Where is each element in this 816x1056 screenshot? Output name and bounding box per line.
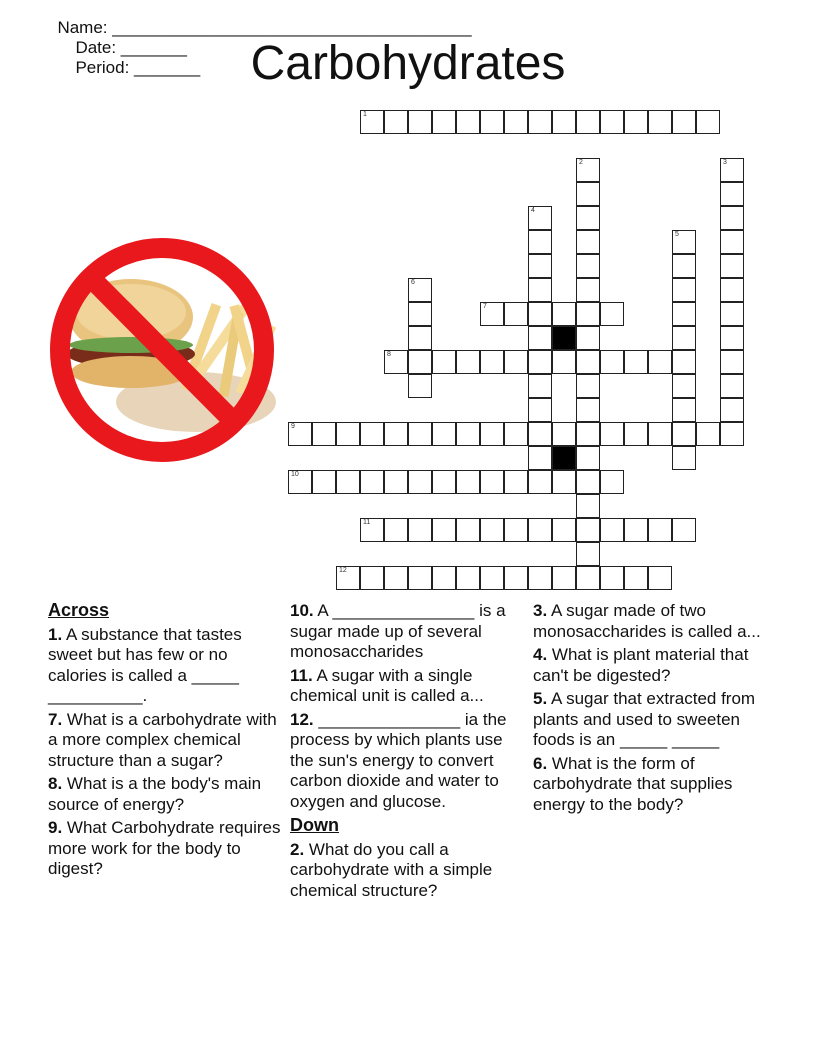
crossword-cell[interactable] <box>480 566 504 590</box>
clue-number: 1 <box>363 111 367 118</box>
crossword-cell[interactable] <box>672 278 696 302</box>
crossword-cell[interactable] <box>480 110 504 134</box>
crossword-cell[interactable] <box>432 110 456 134</box>
crossword-cell[interactable] <box>312 422 336 446</box>
crossword-cell[interactable] <box>528 398 552 422</box>
crossword-cell[interactable] <box>528 350 552 374</box>
crossword-cell[interactable] <box>384 422 408 446</box>
crossword-cell[interactable] <box>720 230 744 254</box>
clue-across-9: 9. What Carbohydrate requires more work for the body to digest? <box>48 818 281 878</box>
crossword-cell[interactable] <box>384 350 408 374</box>
crossword-cell[interactable] <box>432 470 456 494</box>
crossword-cell[interactable] <box>576 470 600 494</box>
crossword-cell[interactable] <box>576 494 600 518</box>
clue-across-8: 8. What is a the body's main source of energy? <box>48 774 262 814</box>
crossword-cell[interactable] <box>528 302 552 326</box>
page-title: Carbohydrates <box>250 37 566 90</box>
crossword-cell[interactable] <box>576 206 600 230</box>
crossword-cell[interactable] <box>432 518 456 542</box>
crossword-cell[interactable] <box>720 422 744 446</box>
clue-across-12: 12. _______________ ia the process by which plants use the sun's energy to convert carbon dioxide and water to oxygen and glucose. <box>290 709 507 811</box>
crossword-cell[interactable] <box>528 374 552 398</box>
crossword-cell[interactable] <box>528 326 552 350</box>
crossword-cell[interactable] <box>624 566 648 590</box>
crossword-cell[interactable] <box>552 518 576 542</box>
crossword-cell[interactable] <box>576 422 600 446</box>
crossword-cell[interactable] <box>504 110 528 134</box>
crossword-cell[interactable] <box>720 206 744 230</box>
crossword-cell[interactable] <box>432 566 456 590</box>
crossword-cell[interactable] <box>360 518 384 542</box>
clue-across-7: 7. What is a carbohydrate with a more complex chemical structure than a sugar? <box>48 709 277 770</box>
clue-down-6: 6. What is the form of carbohydrate that supplies energy to the body? <box>533 753 733 814</box>
crossword-cell[interactable] <box>600 422 624 446</box>
crossword-cell[interactable] <box>672 422 696 446</box>
crossword-cell[interactable] <box>408 110 432 134</box>
clue-number: 9 <box>291 423 295 430</box>
crossword-cell[interactable] <box>672 446 696 470</box>
clue-across-10: 10. A _______________ is a sugar made up of several monosaccharides <box>290 601 506 661</box>
crossword-cell[interactable] <box>408 326 432 350</box>
crossword-cell[interactable] <box>336 566 360 590</box>
crossword-cell[interactable] <box>600 470 624 494</box>
crossword-cell[interactable] <box>504 350 528 374</box>
crossword-cell[interactable] <box>720 254 744 278</box>
crossword-cell[interactable] <box>576 158 600 182</box>
crossword-cell[interactable] <box>720 182 744 206</box>
clue-number: 11 <box>363 519 371 526</box>
crossword-cell[interactable] <box>576 302 600 326</box>
crossword-cell[interactable] <box>384 566 408 590</box>
name-field[interactable]: Name: ______________________________________ <box>57 18 472 37</box>
crossword-cell[interactable] <box>696 422 720 446</box>
crossword-cell[interactable] <box>576 182 600 206</box>
crossword-cell[interactable] <box>504 470 528 494</box>
crossword-cell[interactable] <box>720 398 744 422</box>
crossword-cell[interactable] <box>576 278 600 302</box>
down-heading: Down <box>290 815 339 835</box>
crossword-cell[interactable] <box>528 254 552 278</box>
crossword-cell[interactable] <box>720 374 744 398</box>
across-clues-col-1 <box>48 600 284 883</box>
crossword-cell[interactable] <box>432 422 456 446</box>
crossword-cell[interactable] <box>528 278 552 302</box>
clue-number: 7 <box>483 303 487 310</box>
crossword-cell[interactable] <box>696 110 720 134</box>
crossword-cell[interactable] <box>672 350 696 374</box>
crossword-cell[interactable] <box>552 302 576 326</box>
crossword-cell[interactable] <box>600 110 624 134</box>
crossword-cell[interactable] <box>504 302 528 326</box>
crossword-cell[interactable] <box>336 422 360 446</box>
crossword-cell[interactable] <box>576 326 600 350</box>
crossword-cell[interactable] <box>480 470 504 494</box>
crossword-cell[interactable] <box>504 422 528 446</box>
crossword-cell[interactable] <box>600 350 624 374</box>
crossword-cell[interactable] <box>576 518 600 542</box>
crossword-cell[interactable] <box>672 326 696 350</box>
crossword-cell[interactable] <box>408 470 432 494</box>
crossword-cell[interactable] <box>672 518 696 542</box>
blocked-cell <box>552 326 576 350</box>
crossword-cell[interactable] <box>576 446 600 470</box>
crossword-cell[interactable] <box>456 566 480 590</box>
crossword-cell[interactable] <box>360 110 384 134</box>
crossword-cell[interactable] <box>408 422 432 446</box>
crossword-cell[interactable] <box>672 110 696 134</box>
crossword-cell[interactable] <box>624 518 648 542</box>
clue-down-5: 5. A sugar that extracted from plants and used to sweeten foods is an _____ _____ <box>533 689 756 749</box>
crossword-cell[interactable] <box>648 566 672 590</box>
crossword-cell[interactable] <box>456 110 480 134</box>
crossword-cell[interactable] <box>408 350 432 374</box>
crossword-cell[interactable] <box>576 230 600 254</box>
crossword-cell[interactable] <box>672 230 696 254</box>
crossword-cell[interactable] <box>408 278 432 302</box>
clue-across-11: 11. A sugar with a single chemical unit is called a... <box>290 665 484 705</box>
clue-across-1: 1. A substance that tastes sweet but has few or no calories is called a _____ __________. <box>48 624 242 705</box>
crossword-cell[interactable] <box>672 398 696 422</box>
crossword-cell[interactable] <box>720 158 744 182</box>
crossword-cell[interactable] <box>720 302 744 326</box>
crossword-cell[interactable] <box>672 302 696 326</box>
crossword-cell[interactable] <box>360 422 384 446</box>
crossword-cell[interactable] <box>528 422 552 446</box>
crossword-cell[interactable] <box>600 302 624 326</box>
clue-number: 3 <box>723 159 727 166</box>
crossword-cell[interactable] <box>576 350 600 374</box>
crossword-cell[interactable] <box>552 110 576 134</box>
crossword-cell[interactable] <box>576 254 600 278</box>
date-field[interactable]: Date: _______ <box>75 38 187 57</box>
clue-number: 10 <box>291 471 299 478</box>
crossword-cell[interactable] <box>528 566 552 590</box>
crossword-cell[interactable] <box>504 566 528 590</box>
across-heading: Across <box>48 600 110 620</box>
clues-col-2 <box>290 601 526 904</box>
crossword-cell[interactable] <box>408 374 432 398</box>
blocked-cell <box>552 446 576 470</box>
crossword-cell[interactable] <box>432 350 456 374</box>
crossword-cell[interactable] <box>648 518 672 542</box>
clue-number: 5 <box>675 231 679 238</box>
crossword-cell[interactable] <box>528 110 552 134</box>
crossword-cell[interactable] <box>384 110 408 134</box>
crossword-cell[interactable] <box>648 110 672 134</box>
crossword-cell[interactable] <box>456 518 480 542</box>
crossword-cell[interactable] <box>600 518 624 542</box>
clue-number: 8 <box>387 351 391 358</box>
crossword-cell[interactable] <box>480 302 504 326</box>
crossword-cell[interactable] <box>288 422 312 446</box>
crossword-cell[interactable] <box>624 350 648 374</box>
crossword-cell[interactable] <box>408 518 432 542</box>
crossword-cell[interactable] <box>528 446 552 470</box>
crossword-cell[interactable] <box>576 374 600 398</box>
no-junk-food-icon <box>46 232 282 468</box>
crossword-cell[interactable] <box>528 470 552 494</box>
crossword-cell[interactable] <box>480 350 504 374</box>
crossword-cell[interactable] <box>384 470 408 494</box>
crossword-cell[interactable] <box>624 422 648 446</box>
crossword-cell[interactable] <box>528 230 552 254</box>
period-field[interactable]: Period: _______ <box>75 58 201 77</box>
crossword-cell[interactable] <box>360 566 384 590</box>
crossword-cell[interactable] <box>672 254 696 278</box>
crossword-cell[interactable] <box>624 110 648 134</box>
crossword-cell[interactable] <box>720 350 744 374</box>
crossword-cell[interactable] <box>312 470 336 494</box>
crossword-cell[interactable] <box>288 470 312 494</box>
crossword-cell[interactable] <box>480 518 504 542</box>
crossword-cell[interactable] <box>336 470 360 494</box>
crossword-cell[interactable] <box>456 350 480 374</box>
crossword-cell[interactable] <box>456 422 480 446</box>
crossword-cell[interactable] <box>456 470 480 494</box>
clue-down-4: 4. What is plant material that can't be digested? <box>533 645 749 685</box>
crossword-cell[interactable] <box>504 518 528 542</box>
clue-number: 12 <box>339 567 347 574</box>
clue-down-2: 2. What do you call a carbohydrate with a simple chemical structure? <box>290 839 493 900</box>
down-clues-col-3 <box>533 601 769 818</box>
crossword-cell[interactable] <box>408 302 432 326</box>
crossword-cell[interactable] <box>576 542 600 566</box>
crossword-cell[interactable] <box>528 206 552 230</box>
crossword-cell[interactable] <box>552 422 576 446</box>
crossword-cell[interactable] <box>576 566 600 590</box>
crossword-cell[interactable] <box>552 566 576 590</box>
crossword-cell[interactable] <box>600 566 624 590</box>
clue-down-3: 3. A sugar made of two monosaccharides is called a... <box>533 601 761 641</box>
crossword-cell[interactable] <box>648 422 672 446</box>
crossword-cell[interactable] <box>552 350 576 374</box>
crossword-cell[interactable] <box>720 278 744 302</box>
crossword-cell[interactable] <box>576 110 600 134</box>
crossword-cell[interactable] <box>384 518 408 542</box>
clue-number: 4 <box>531 207 535 214</box>
clue-number: 6 <box>411 279 415 286</box>
crossword-cell[interactable] <box>552 470 576 494</box>
crossword-cell[interactable] <box>408 566 432 590</box>
crossword-cell[interactable] <box>480 422 504 446</box>
crossword-cell[interactable] <box>576 398 600 422</box>
crossword-cell[interactable] <box>528 518 552 542</box>
crossword-cell[interactable] <box>720 326 744 350</box>
crossword-cell[interactable] <box>648 350 672 374</box>
clue-number: 2 <box>579 159 583 166</box>
crossword-cell[interactable] <box>360 470 384 494</box>
crossword-cell[interactable] <box>672 374 696 398</box>
